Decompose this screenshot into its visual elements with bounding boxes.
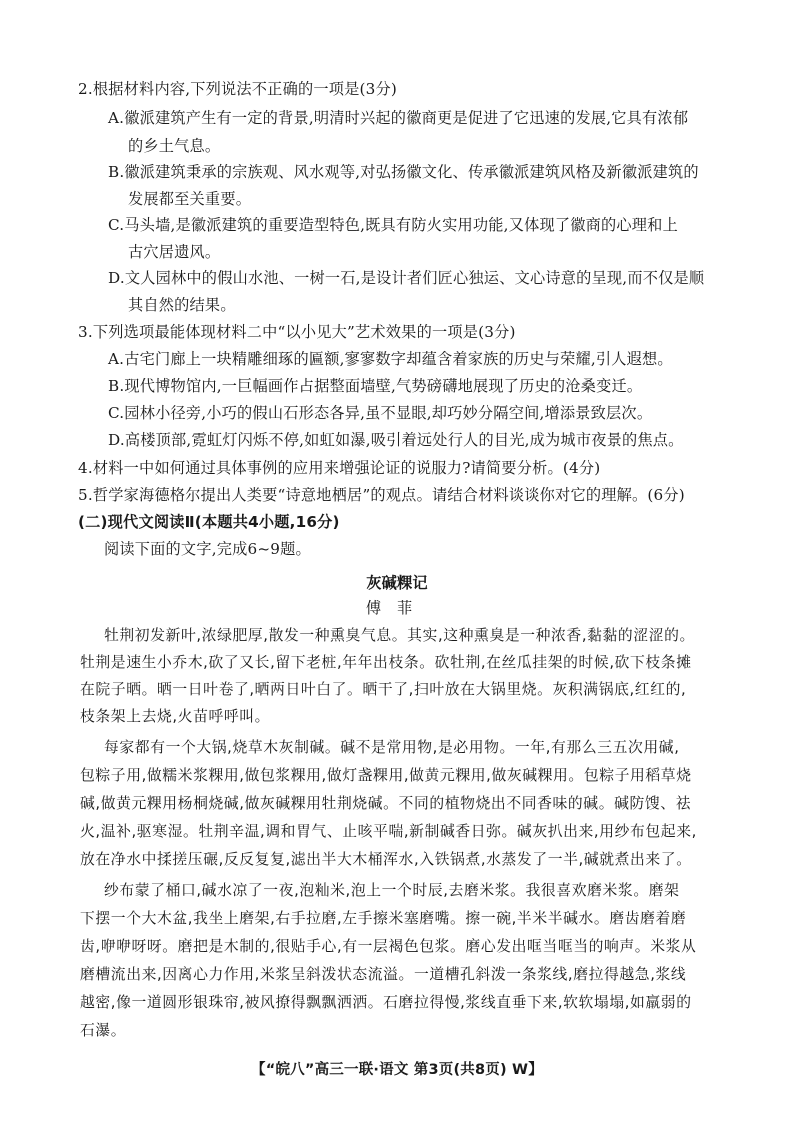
paragraph-3-line-6: 石瀑。 bbox=[80, 1022, 127, 1039]
section-heading: (二)现代文阅读Ⅱ(本题共4小题,16分) bbox=[78, 513, 340, 531]
question-2-option-c-line2: 古穴居遗风。 bbox=[128, 243, 221, 261]
question-2-option-c-line1: C.马头墙,是徽派建筑的重要造型特色,既具有防火实用功能,又体现了徽商的心理和上 bbox=[108, 216, 678, 234]
question-2-stem: 2.根据材料内容,下列说法不正确的一项是(3分) bbox=[78, 80, 398, 98]
paragraph-2-line-3: 碱,做黄元粿用杨桐烧碱,做灰碱粿用牡荆烧碱。不同的植物烧出不同香味的碱。碱防馊、祛 bbox=[80, 795, 692, 812]
article-author: 傅菲 bbox=[365, 599, 429, 617]
paragraph-2-line-4: 火,温补,驱寒湿。牡荆辛温,调和胃气、止咳平喘,新制碱香日弥。碱灰扒出来,用纱布包起来, bbox=[80, 823, 697, 840]
paragraph-1-line-1: 牡荆初发新叶,浓绿肥厚,散发一种熏臭气息。其实,这种熏臭是一种浓香,黏黏的涩涩的。 bbox=[104, 627, 695, 644]
question-3-stem: 3.下列选项最能体现材料二中“以小见大”艺术效果的一项是(3分) bbox=[78, 323, 516, 341]
question-2-option-d-line1: D.文人园林中的假山水池、一树一石,是设计者们匠心独运、文心诗意的呈现,而不仅是顺 bbox=[108, 269, 705, 287]
paragraph-1-line-4: 枝条架上去烧,火苗呼呼叫。 bbox=[80, 708, 271, 725]
paragraph-2-line-2: 包粽子用,做糯米浆粿用,做包浆粿用,做灯盏粿用,做黄元粿用,做灰碱粿用。包粽子用稻草烧 bbox=[80, 767, 692, 784]
question-4: 4.材料一中如何通过具体事例的应用来增强论证的说服力?请简要分析。(4分) bbox=[78, 459, 601, 477]
question-3-option-c: C.园林小径旁,小巧的假山石形态各异,虽不显眼,却巧妙分隔空间,增添景致层次。 bbox=[108, 404, 653, 422]
section-instruction: 阅读下面的文字,完成6~9题。 bbox=[104, 540, 311, 558]
paragraph-3-line-5: 越密,像一道圆形银珠帘,被风撩得飘飘洒洒。石磨拉得慢,浆线直垂下来,软软塌塌,如羸弱的 bbox=[80, 994, 692, 1011]
question-2-option-a-line1: A.徽派建筑产生有一定的背景,明清时兴起的徽商更是促进了它迅速的发展,它具有浓郁 bbox=[108, 109, 689, 127]
article-title: 灰碱粿记 bbox=[366, 574, 428, 592]
paragraph-3-line-4: 磨槽流出来,因离心力作用,米浆呈斜泼状态流溢。一道槽孔斜泼一条浆线,磨拉得越急,浆线 bbox=[80, 966, 687, 983]
paragraph-1-line-2: 牡荆是速生小乔木,砍了又长,留下老桩,年年出枝条。砍牡荆,在丝瓜挂架的时候,砍下枝条摊 bbox=[80, 654, 692, 671]
question-2-option-b-line1: B.徽派建筑秉承的宗族观、风水观等,对弘扬徽文化、传承徽派建筑风格及新徽派建筑的 bbox=[108, 163, 699, 181]
question-2-option-b-line2: 发展都至关重要。 bbox=[128, 190, 252, 208]
paragraph-1-line-3: 在院子晒。晒一日叶卷了,晒两日叶白了。晒干了,扫叶放在大锅里烧。灰积满锅底,红红的, bbox=[80, 681, 687, 698]
question-2-option-a-line2: 的乡土气息。 bbox=[128, 137, 221, 155]
question-2-option-d-line2: 其自然的结果。 bbox=[128, 296, 236, 314]
question-3-option-d: D.高楼顶部,霓虹灯闪烁不停,如虹如瀑,吸引着远处行人的目光,成为城市夜景的焦点。 bbox=[108, 431, 684, 449]
paragraph-3-line-3: 齿,咿咿呀呀。磨把是木制的,很贴手心,有一层褐色包浆。磨心发出哐当哐当的响声。米浆从 bbox=[80, 938, 697, 955]
page-footer: 【“皖八”高三一联·语文 第3页(共8页) W】 bbox=[251, 1062, 543, 1078]
question-3-option-b: B.现代博物馆内,一巨幅画作占据整面墙壁,气势磅礴地展现了历史的沧桑变迁。 bbox=[108, 377, 643, 395]
paragraph-3-line-2: 下摆一个大木盆,我坐上磨架,右手拉磨,左手擦米塞磨嘴。擦一碗,半米半碱水。磨齿磨着磨 bbox=[80, 910, 687, 927]
paragraph-2-line-5: 放在净水中揉搓压碾,反反复复,滤出半大木桶浑水,入铁锅煮,水蒸发了一半,碱就煮出来了。 bbox=[80, 851, 692, 868]
question-3-option-a: A.古宅门廊上一块精雕细琢的匾额,寥寥数字却蕴含着家族的历史与荣耀,引人遐想。 bbox=[108, 350, 673, 368]
question-5: 5.哲学家海德格尔提出人类要“诗意地栖居”的观点。请结合材料谈谈你对它的理解。(6分) bbox=[78, 486, 685, 504]
paragraph-2-line-1: 每家都有一个大锅,烧草木灰制碱。碱不是常用物,是必用物。一年,有那么三五次用碱, bbox=[104, 739, 680, 756]
paragraph-3-line-1: 纱布蒙了桶口,碱水凉了一夜,泡籼米,泡上一个时辰,去磨米浆。我很喜欢磨米浆。磨架 bbox=[104, 882, 680, 899]
